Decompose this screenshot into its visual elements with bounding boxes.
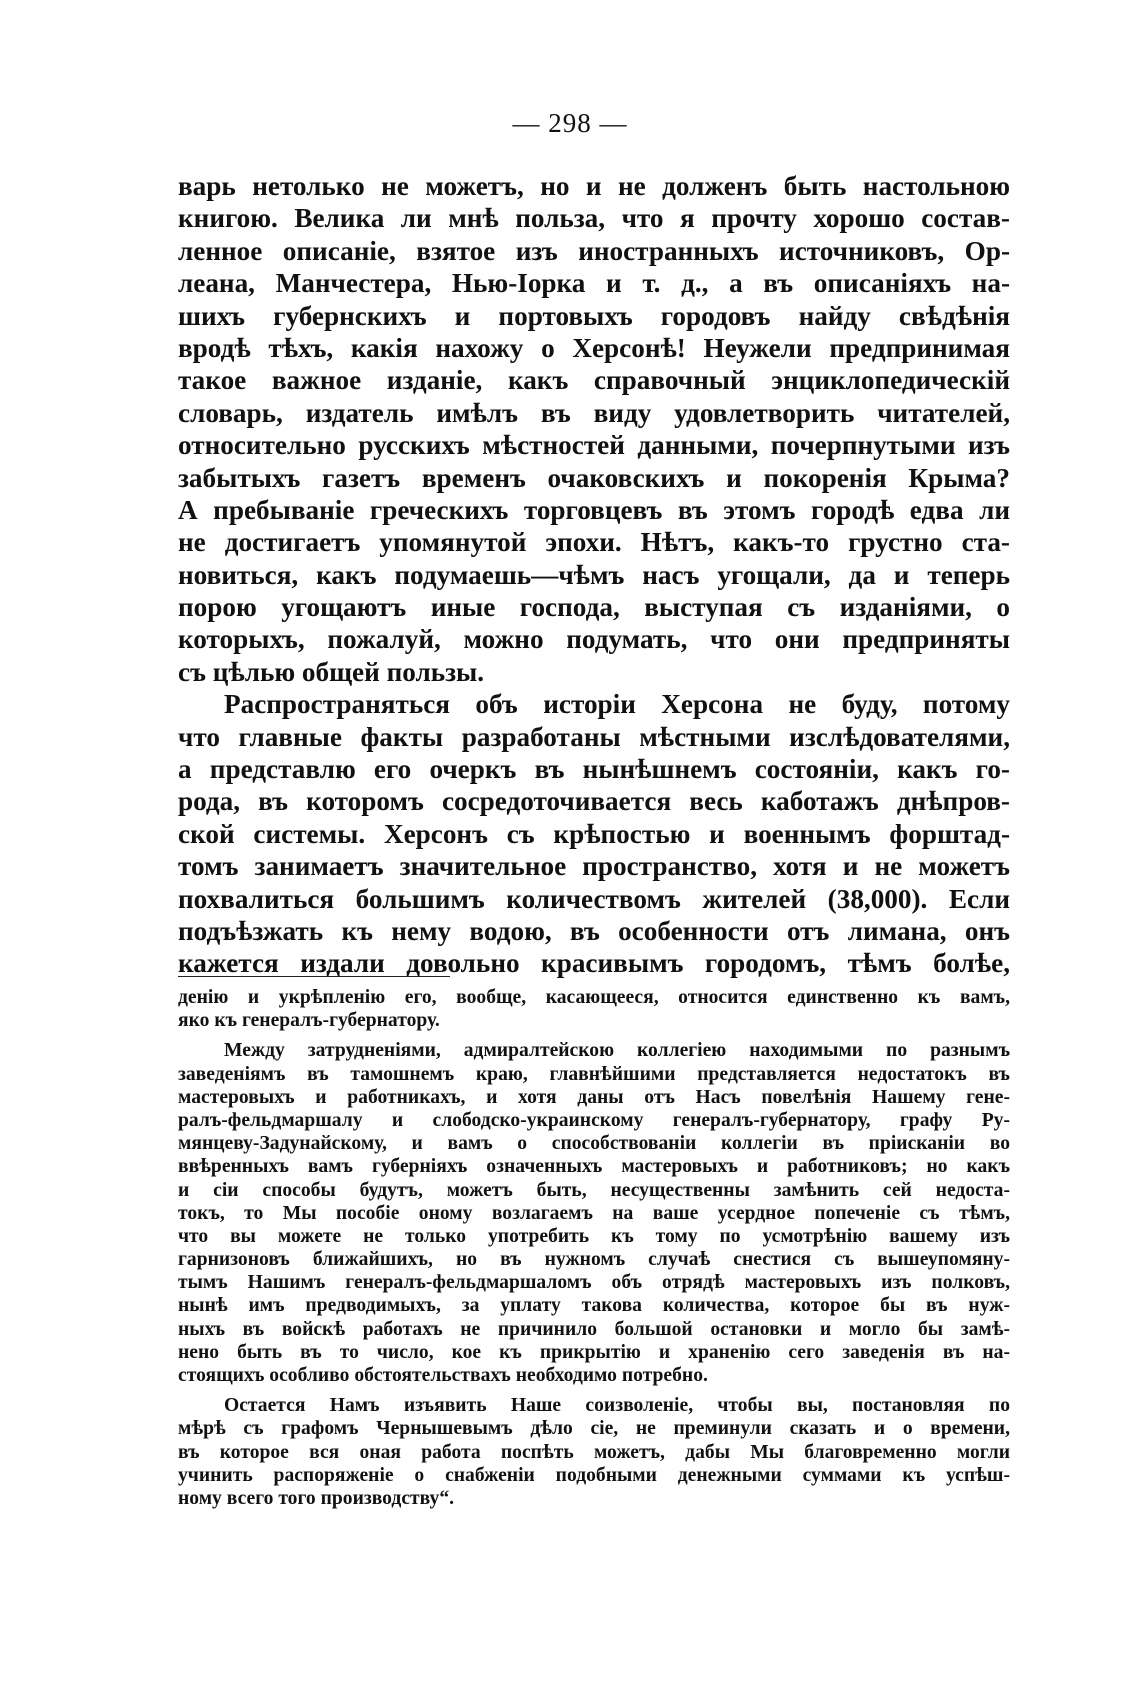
main-text-body <box>178 170 1010 980</box>
footnote-line: Остается Намъ изъявить Наше соизволеніе, чтобы вы, постановляя по <box>224 1395 1010 1417</box>
text-line: что главные факты разработаны мѣстными изслѣдователями, <box>178 721 1010 752</box>
text-line: вродѣ тѣхъ, какія нахожу о Херсонѣ! Неужели предпринимая <box>178 332 1010 363</box>
footnote-line: гарнизоновъ ближайшихъ, но въ нужномъ случаѣ снестися съ вышеупомяну- <box>178 1249 1010 1271</box>
footnote-line: мѣрѣ съ графомъ Чернышевымъ дѣло сіе, не преминули сказать и о времени, <box>178 1418 1010 1440</box>
text-line: книгою. Велика ли мнѣ польза, что я прочту хорошо состав- <box>178 203 1010 234</box>
footnote-line: нынѣ имъ предводимыхъ, за уплату такова количества, которое бы въ нуж- <box>178 1295 1010 1317</box>
text-line: похвалиться большимъ количествомъ жителей (38,000). Если <box>178 883 1010 914</box>
footnote-line: тымъ Нашимъ генералъ-фельдмаршаломъ объ отрядѣ мастеровыхъ изъ полковъ, <box>178 1272 1010 1294</box>
text-line: рода, въ которомъ сосредоточивается весь каботажъ днѣпров- <box>178 786 1010 817</box>
page-number: — 298 — <box>512 108 628 138</box>
text-line: съ цѣлью общей пользы. <box>178 656 485 687</box>
text-line: Распространяться объ исторіи Херсона не буду, потому <box>224 689 1010 720</box>
text-line: относительно русскихъ мѣстностей данными, почерпнутыми изъ <box>178 430 1010 461</box>
footnote-line: мянцеву-Задунайскому, и вамъ о способствованіи коллегіи въ пріисканіи во <box>178 1133 1010 1155</box>
paragraph-gap <box>178 1387 1010 1394</box>
text-line: словарь, издатель имѣлъ въ виду удовлетворить читателей, <box>178 397 1010 428</box>
text-line: леана, Манчестера, Нью-Іорка и т. д., а въ описаніяхъ на- <box>178 268 1010 299</box>
footnote-line: ныхъ въ войскѣ работахъ не причинило большой остановки и могло бы замѣ- <box>178 1318 1010 1340</box>
footnote-line: стоящихъ особливо обстоятельствахъ необходимо потребно. <box>178 1365 708 1386</box>
footnote-line: ввѣренныхъ вамъ губерніяхъ означенныхъ мастеровыхъ и работниковъ; но какъ <box>178 1156 1010 1178</box>
text-line: кажется издали довольно красивымъ городомъ, тѣмъ болѣе, <box>178 948 1010 979</box>
footnote-line: и сіи способы будутъ, можетъ быть, несущественны замѣнить сей недоста- <box>178 1179 1010 1201</box>
footnote-line: учинить распоряженіе о снабженіи подобными денежными суммами къ успѣш- <box>178 1464 1010 1486</box>
text-line: не достигаетъ упомянутой эпохи. Нѣтъ, какъ-то грустно ста- <box>178 527 1010 558</box>
text-line: новиться, какъ подумаешь—чѣмъ насъ угощали, да и теперь <box>178 559 1010 590</box>
footnote-line: мастеровыхъ и работникахъ, и хотя даны отъ Насъ повелѣнія Нашему гене- <box>178 1086 1010 1108</box>
text-line: ленное описаніе, взятое изъ иностранныхъ источниковъ, Ор- <box>178 235 1010 266</box>
text-line: такое важное изданіе, какъ справочный энциклопедическій <box>178 365 1010 396</box>
text-line: которыхъ, пожалуй, можно подумать, что они предприняты <box>178 624 1010 655</box>
footnote-line: ному всего того производству“. <box>178 1487 455 1509</box>
text-line: шихъ губернскихъ и портовыхъ городовъ найду свѣдѣнія <box>178 300 1010 331</box>
footnote-line: Между затрудненіями, адмиралтейскою коллегіею находимыми по разнымъ <box>224 1040 1010 1062</box>
footnote-text <box>178 986 1010 1510</box>
text-line: а представлю его очеркъ въ нынѣшнемъ состояніи, какъ го- <box>178 754 1010 785</box>
text-line: А пребываніе греческихъ торговцевъ въ этомъ городѣ едва ли <box>178 494 1010 525</box>
footnote-line: яко къ генералъ-губернатору. <box>178 1010 440 1032</box>
footnote-line: заведеніямъ въ тамошнемъ краю, главнѣйшими представляется недостатокъ въ <box>178 1063 1010 1085</box>
footnote-line: что вы можете не только употребить къ тому по усмотрѣнію вашему изъ <box>178 1225 1010 1247</box>
footnote-line: денію и укрѣпленію его, вообще, касающееся, относится единственно къ вамъ, <box>178 987 1010 1008</box>
text-line: ской системы. Херсонъ съ крѣпостью и военнымъ форштад- <box>178 818 1010 849</box>
text-line: варь нетолько не можетъ, но и не долженъ быть настольною <box>178 171 1010 201</box>
footnote-line: ралъ-фельдмаршалу и слободско-украинскому генералъ-губернатору, графу Ру- <box>178 1109 1010 1131</box>
paragraph-gap <box>178 1032 1010 1039</box>
text-line: порою угощаютъ иные господа, выступая съ изданіями, о <box>178 592 1010 623</box>
text-line: томъ занимаетъ значительное пространство, хотя и не можетъ <box>178 851 1010 882</box>
footnote-line: въ которое вся оная работа поспѣть можетъ, дабы Мы благовременно могли <box>178 1441 1010 1463</box>
footnote-line: нено быть въ то число, кое къ прикрытію и храненію сего заведенія въ на- <box>178 1341 1010 1363</box>
text-line: забытыхъ газетъ временъ очаковскихъ и покоренія Крыма? <box>178 462 1010 493</box>
footnote-divider <box>178 976 450 977</box>
footnote-line: токъ, то Мы пособіе оному возлагаемъ на ваше усердное попеченіе съ тѣмъ, <box>178 1202 1010 1224</box>
text-line: подъѣзжать къ нему водою, въ особенности отъ лимана, онъ <box>178 915 1010 946</box>
